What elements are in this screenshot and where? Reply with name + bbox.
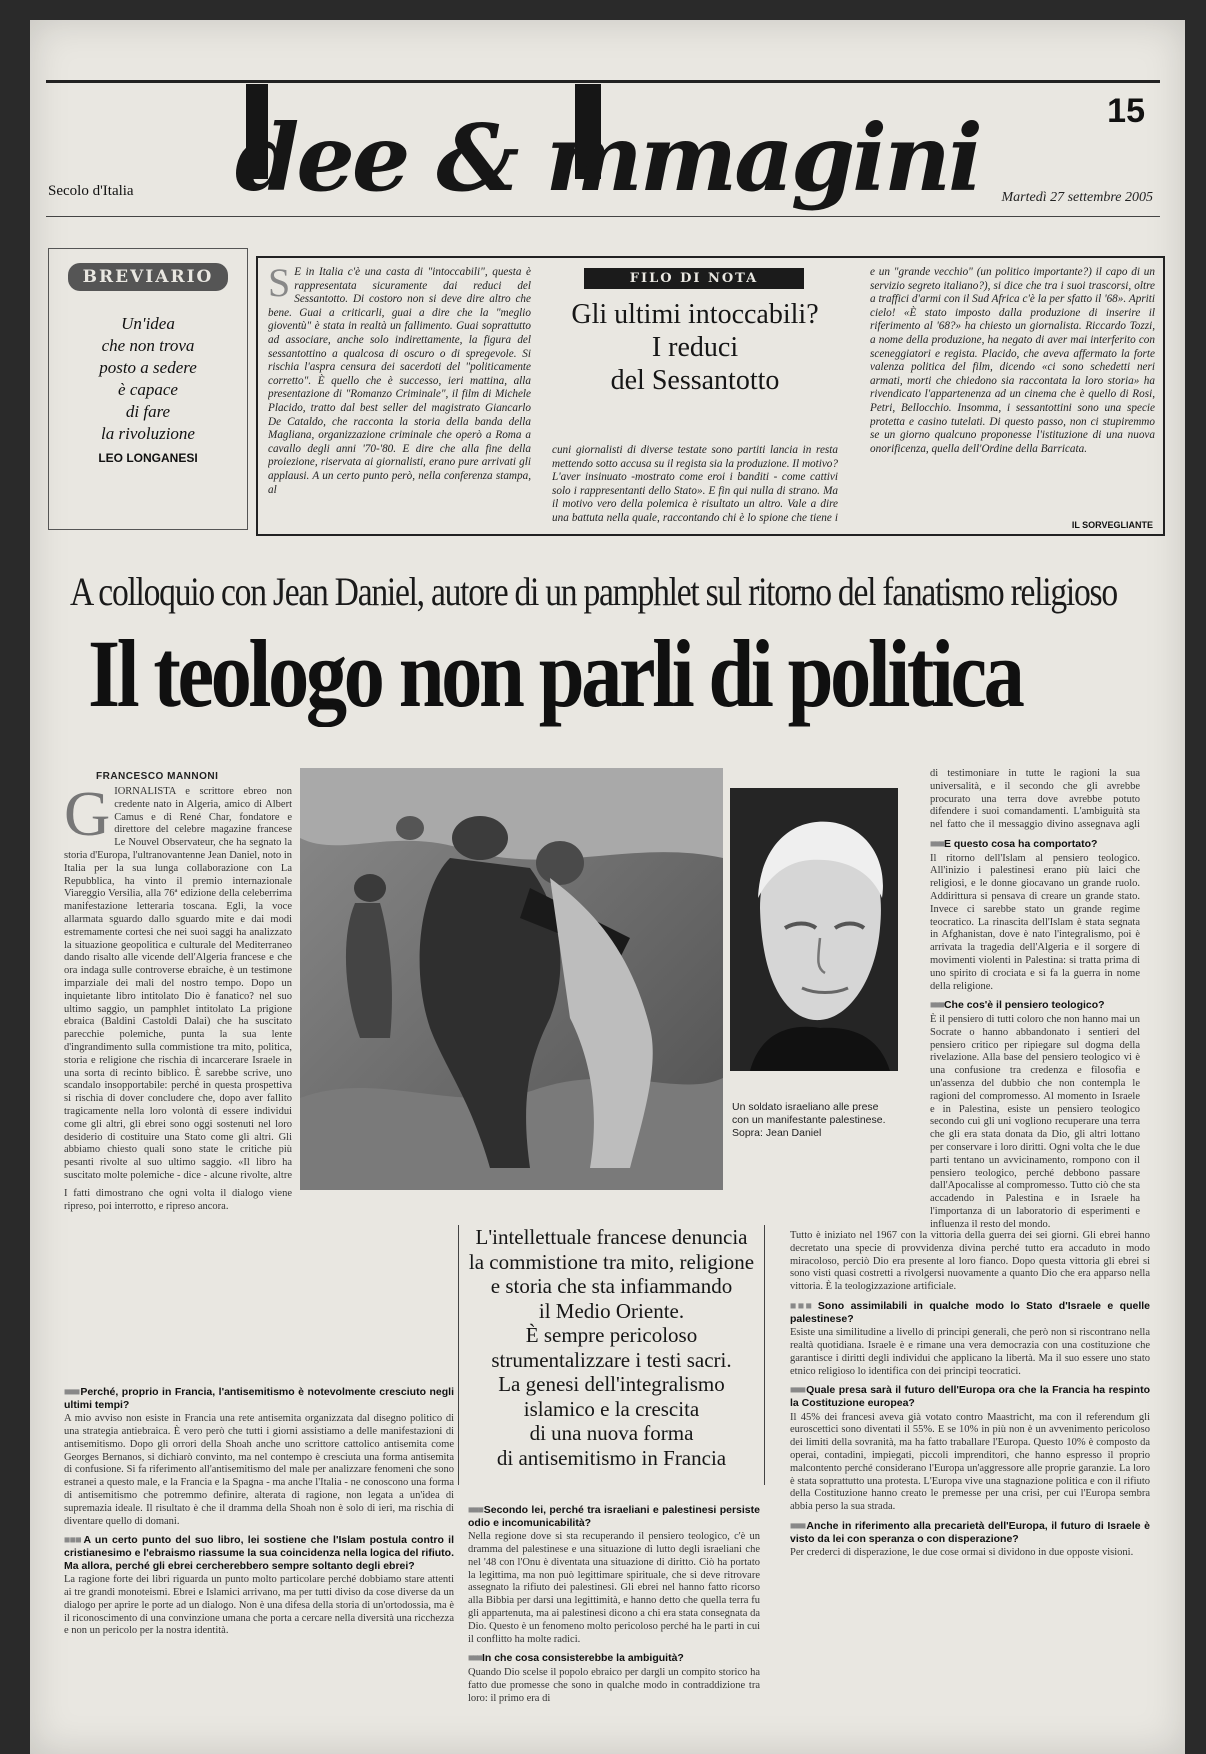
question-3: ■■■ E questo cosa ha comportato? — [930, 838, 1140, 851]
filo-col1-text: E in Italia c'è una casta di "intoccabili", questa è rappresentata sicuramente dai reduci del Sessantotto. Di costoro non si deve dire altro che bene. Guai a criticarli, guai a dire che la "meglio gioventù" è stata in realtà un fallimento. Guai soprattutto ad associare, anche solo indirettamente, la figura del sessantottino a qualcosa di oscuro o di spregevole. Si rischia l'aspra censura dei sacerdoti del "politicamente corretto". È quello che è successo, ieri mattina, alla presentazione di "Romanzo Criminale", il film di Michele Placido, tratto dal best seller del magistrato Giancarlo De Cataldo, che racconta la storia della banda della Magliana, organizzazione criminale che operò a Roma a cavallo degli anni '70-'80. E dire che alla fine della proiezione, riservata ai giornalisti, erano pure arrivati gli applausi. A un certo punto però, nella conferenza stampa, al — [268, 266, 531, 496]
answer-9: Nella regione dove si sta recuperando il pensiero teologico, c'è un dramma del palestinese e una situazione di lutto degli israeliani che nel '48 con l'Onu è diventata una situazione di diritto. Ciò ha portato la legittima, ma non può legittimare spirituale, che si deve ritrovare assegnato la rifiuto dei palestinesi. Gli ebrei nel hanno fatto ricorso alla Bibbia per darsi una legittimità, e hanno detto che quella terra fu gli appartenuta, ma ai palestinesi dicono a chi era stata consegnata da Dio. Questo è un fenomeno molto pericoloso perché ha le parti in cui il conflitto ha molte radici. — [468, 1531, 760, 1645]
issue-date: Martedì 27 settembre 2005 — [1001, 190, 1153, 205]
answer-7: Il 45% dei francesi aveva già votato contro Maastricht, ma con il referendum gli euroscettici sono diventati il 55%. E se 10% in più non è un avvenimento pericoloso dei limiti della sovranità, ma ha fatto traballare l'Europa. Questo 10% è composto da operai, contadini, impiegati, piccoli imprenditori, che hanno espresso il proprio malcontento perché considerano l'Europa un'aggressore alle proprie garanzie. La loro è stata soprattutto una protesta. L'Europa vive una stagnazione politica e con il rifiuto della Costituzione hanno creato le premesse per una crisi, per cui l'Europa sembra abbia perso la sua strada. — [790, 1411, 1150, 1513]
article-intro-continued: I fatti dimostrano che ogni volta il dialogo viene ripreso, poi interrotto, e ripreso ancora. — [64, 1188, 292, 1212]
question-6: ■■■ Sono assimilabili in qualche modo lo Stato d'Israele e quelle palestinese? — [790, 1300, 1150, 1325]
question-10: ■■■ In che cosa consisterebbe la ambiguità? — [468, 1652, 760, 1665]
article-column-right-top: di testimoniare in tutte le ragioni la sua universalità, e il secondo che gli avrebbe procurato una terra dove avrebbe potuto difendere i suoi comandamenti. L'ambiguità sta nel fatto che il messaggio divino assegnava agli — [930, 768, 1140, 830]
filo-di-nota-box — [256, 256, 1165, 536]
article-headline: Il teologo non parli di politica — [88, 620, 1022, 727]
article-intro-text: IORNALISTA e scrittore ebreo non credente nato in Algeria, amico di Albert Camus e di René Char, fondatore e direttore del celebre magazine francese Le Nouvel Observateur, che ha segnato la storia d'Europa, l'ultranovantenne Jean Daniel, noto in Italia per la sua lunga collaborazione con La Repubblica, ha vinto il premio internazionale Viareggio Versilia, alla 76ª edizione della celeberrima manifestazione letteraria toscana. Egli, la voce allarmata sguardo dallo sguardo mite e dai modi estremamente cortesi che nei suoi saggi ha analizzato la situazione geopolitica e culturale del Mediterraneo dando risalto alle vicende dell'Algeria francese e che ora indaga sulle controverse ebraiche, è un testimone imparziale dei mali del nostro tempo. Dopo un inquietante libro intitolato Dio è fanatico? nel suo ultimo saggio, un pamphlet intitolato La prigione ebraica (Baldini Castoldi Dalai) che ha suscitato parecchie polemiche, punta la sua lente d'ingrandimento sulla commistione tra mito, politica, storia e religione che rischia di incarcerare Israele in una sorta di recinto biblico. È sarebbe scrive, uno scandalo insopportabile: perché in questa prospettiva si rischia di dover concludere che, dopo aver fallito tragicamente nella loro volontà di essere individui come gli altri, gli ebrei sono oggi sostenuti nel loro desiderio di costituire una Stato come gli altri. Gli abbiamo chiesto quali sono state le critiche più pesanti rivolte al suo ultimo saggio. «Il libro ha suscitato molte polemiche - dice - alcune rivolte, altre — [64, 786, 292, 1181]
article-dropcap: G — [64, 786, 111, 849]
answer-5: Tutto è iniziato nel 1967 con la vittoria della guerra dei sei giorni. Gli ebrei hanno decretato una specie di provvidenza divina perché tutto era accaduto in modo miracoloso, perciò Dio era presente al loro fianco. Dopo questa vittoria gli ebrei si sono visti quasi costretti a rivolgersi nuovamente a quanto Dio che era apparso nella vittoria. È la teologizzazione artificiale. — [790, 1230, 1150, 1293]
photo-caption: Un soldato israeliano alle prese con un manifestante palestinese. Sopra: Jean Daniel — [732, 1101, 886, 1139]
article-column-intro — [64, 786, 292, 1184]
article-column-right-qa — [930, 832, 1140, 1230]
answer-8: Per crederci di disperazione, le due cose ormai si dividono in due opposte visioni. — [790, 1547, 1134, 1559]
pull-quote: L'intellettuale francese denuncia la commistione tra mito, religione e storia che sta infiammando il Medio Oriente. È sempre pericoloso strumentalizzare i testi sacri. La genesi dell'integralismo islamico e la crescita di una nuova forma di antisemitismo in Francia — [458, 1225, 765, 1485]
article-byline: FRANCESCO MANNONI — [96, 771, 219, 782]
jean-daniel-portrait — [730, 788, 898, 1071]
filo-signature: IL SORVEGLIANTE — [1071, 520, 1153, 530]
portrait-image — [730, 788, 898, 1071]
question-4: ■■■ Che cos'è il pensiero teologico? — [930, 999, 1140, 1012]
article-column-left-qa — [64, 1380, 454, 1754]
photo-soldiers-image — [300, 768, 723, 1190]
answer-1: A mio avviso non esiste in Francia una rete antisemita organizzata dal disegno politico di una strategia antiebraica. È vero però che tutti i giorni assistiamo a delle manifestazioni di antisemitismo. Dopo gli orrori della Shoah anche uno scrittore cattolico antisemita come Georges Bernanos, si dichiarò convinto, ma nel contempo è cresciuta una forma antisemita di confusione. Si fa riferimento all'antisemitismo del male per analizzare fenomeni che sono estranei a questo male, e la Francia e la Spagna - ma anche l'Italia - ne conoscono una forma di antisemitismo che potremmo definire, alterata di ragione, non legata a un'idea di supremazia ideale. Il risultato è che il dramma della Shoah non è solo di ieri, ma rischia di diventare quello di domani. — [64, 1413, 454, 1527]
question-7: ■■■ Quale presa sarà il futuro dell'Europa ora che la Francia ha respinto la Costituzione europea? — [790, 1384, 1150, 1409]
newspaper-name: Secolo d'Italia — [48, 183, 134, 199]
filo-label: FILO DI NOTA — [584, 268, 804, 289]
question-8: ■■■ Anche in riferimento alla precarietà dell'Europa, il futuro di Israele è visto da lei con speranza o con disperazione? — [790, 1520, 1150, 1545]
filo-dropcap: S — [268, 266, 291, 305]
breviario-author: LEO LONGANESI — [98, 451, 198, 465]
newspaper-page — [30, 20, 1185, 1754]
masthead-bottom-rule — [46, 216, 1160, 217]
question-9: ■■■ Secondo lei, perché tra israeliani e palestinesi persiste odio e incomunicabilità? — [468, 1504, 760, 1529]
masthead-top-rule — [46, 80, 1160, 83]
question-2: ■■■ A un certo punto del suo libro, lei sostiene che l'Islam postula contro il cristianesimo e l'ebraismo riassume la sua coincidenza nella logica del rifiuto. Ma allora, perché gli ebrei cercherebbero sempre soltanto degli ebrei? — [64, 1534, 454, 1572]
filo-column-1 — [268, 266, 531, 526]
section-title: dee & mmagini — [235, 104, 980, 212]
article-column-bottom-right — [790, 1230, 1150, 1754]
breviario-label: BREVIARIO — [68, 263, 228, 291]
article-column-intro-cont — [64, 1188, 292, 1398]
filo-column-3: e un "grande vecchio" (un politico importante?) il capo di un servizio segreto italiano?), si dice che tra i suoi trascorsi, oltre a traffici d'armi con il Sud Africa c'è la per sfatto il '68». Apriti cielo! «È stato imposto dalla produzione di inserire il riferimento al '68?» ha chiesto un giornalista. Riccardo Tozzi, a nome della produzione, ha negato di aver mai interferito con sceneggiatori e regista. Placido, che aveva affermato la forte valenza politica del film, dicendo «ci sono schedetti neri armati, morti che chiedono sia raccontata la loro storia» ha rivendicato l'appartenenza ad un cinema che è quello di Rosi, Petri, Bellocchio. Insomma, i sessantottini sono una specie protetta e casino tutelati. Di questo passo, non ci stupiremmo se un giorno qualcuno proponesse l'istituzione di una nuova onorificenza, quella dell'Ordine della Barricata. — [870, 266, 1155, 455]
answer-6: Esiste una similitudine a livello di principi generali, che però non si riscontrano nella realtà quotidiana. Israele è e rimane una vera democrazia con una costituzione che garantisce i diritti degli individui che applicano la libertà. Ma il suo essere uno stato etnico religioso lo identifica con dei principi teocratici. — [790, 1327, 1150, 1377]
answer-4: È il pensiero di tutti coloro che non hanno mai un Socrate o hanno abbandonato i sentieri del pensiero critico per ripiegare sul dogma della rivelazione. Alla base del pensiero teologico vi è una confusione tra credenza e filosofia e un'assenza del dubbio che non contempla le ragioni del compromesso. Al momento in Israele e in Palestina, esiste un pensiero teologico secondo cui gli uni vogliono recuperare una terra che gli era stata donata da Dio, gli altri lottano per conservare i loro diritti. Ogni volta che le due parti tentano un avvicinamento, rompono con il pensiero teologico, perché debbono passare dall'Apocalisse al compromesso. Tutto ciò che sta accadendo in Palestina e in Israele ha l'importanza di un laboratorio di esperimenti e influenza il resto del mondo. — [930, 1013, 1140, 1230]
answer-3: Il ritorno dell'Islam al pensiero teologico. All'inizio i palestinesi erano più laici che religiosi, e le donne giocavano un grande ruolo. Addirittura si pensava di creare un grande stato. Invece ci sarebbe stato un grande regime teocratico. La rinascita dell'Islam è stata segnata in Afghanistan, dove è nato l'integralismo, poi è arrivata la tragedia dell'Algeria e il sorgere di movimenti violenti in Palestina: si tratta prima di uno spirito di crociata e si fa la guerra in nome della religione. — [930, 852, 1140, 992]
answer-2: La ragione forte dei libri riguarda un punto molto particolare perché dobbiamo stare attenti ai tre grandi monoteismi. Ebrei e Islamici arrivano, ma per tutti diviso da cose diverse da un dialogo per aprire le porte ad un dialogo. Non è una difesa della storia di un'ortodossia, ma è il riconoscimento di una convinzione umana che porta a cercare nella diversità una ricchezza e non un pericolo per la nostra identità. — [64, 1574, 454, 1637]
article-kicker: A colloquio con Jean Daniel, autore di un pamphlet sul ritorno del fanatismo religioso — [70, 569, 1117, 614]
article-column-center-qa — [468, 1498, 760, 1754]
filo-column-2: cuni giornalisti di diverse testate sono partiti lancia in resta mettendo sotto accusa su il regista sia la produzione. Il motivo? L'aver insinuato -mostrato come eroi i banditi - come cattivi solo i rappresentanti dello Stato». E fin qui nulla di strano. Ma il motivo vero della polemica è risultato un altro. Vale a dire una battuta nella quale, raccontando chi è lo spione che tiene i — [552, 444, 838, 524]
filo-title: Gli ultimi intoccabili? I reduci del Sessantotto — [571, 299, 819, 396]
question-1: ■■■ Perché, proprio in Francia, l'antisemitismo è notevolmente cresciuto negli ultimi tempi? — [64, 1386, 454, 1411]
answer-10: Quando Dio scelse il popolo ebraico per dargli un compito storico ha fatto due promesse che sono in qualche modo in contraddizione tra loro: il primo era di — [468, 1666, 760, 1704]
page-number: 15 — [1107, 92, 1145, 130]
breviario-box — [48, 248, 248, 530]
soldier-protester-photo — [300, 768, 723, 1190]
breviario-quote: Un'idea che non trova posto a sedere è capace di fare la rivoluzione — [99, 314, 197, 443]
